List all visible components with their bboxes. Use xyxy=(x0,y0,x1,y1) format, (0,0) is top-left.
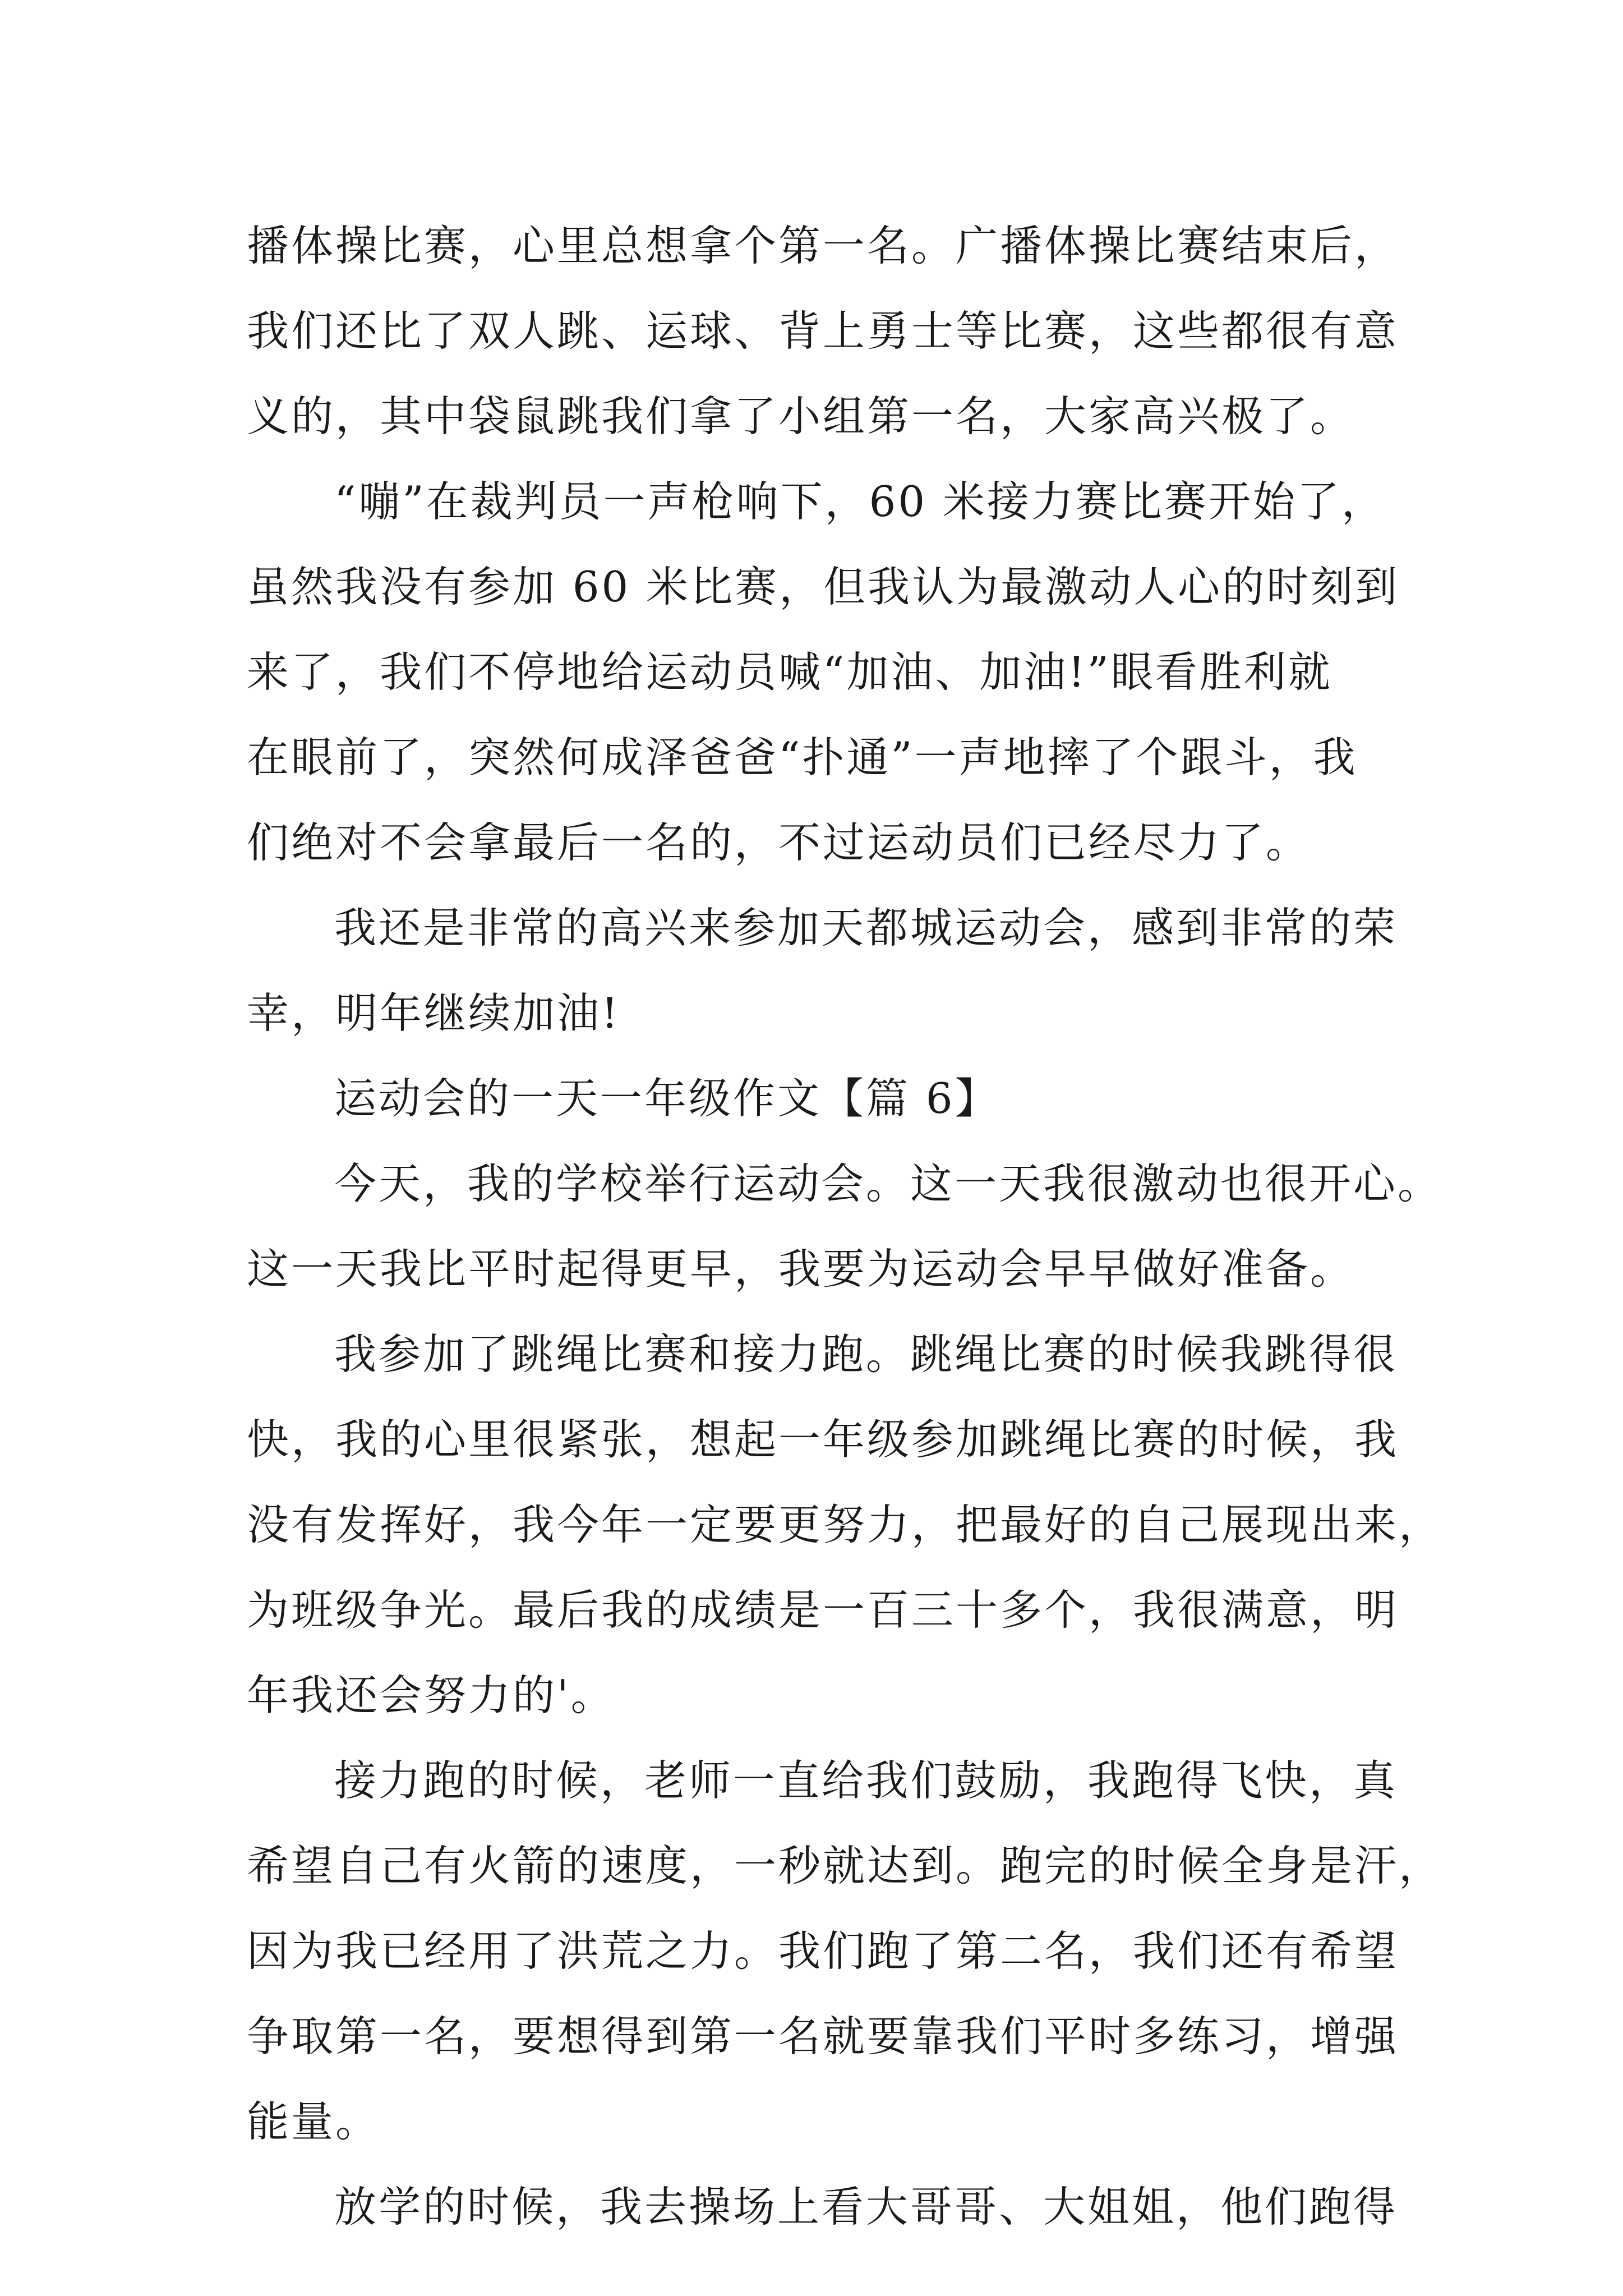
text-line: 因为我已经用了洪荒之力。我们跑了第二名，我们还有希望 xyxy=(247,1926,1399,1976)
text-line: 能量。 xyxy=(247,2097,380,2146)
essay-body xyxy=(247,203,1444,2249)
text-line: “嘣”在裁判员一声枪响下，60 米接力赛比赛开始了， xyxy=(334,477,1386,526)
text-line: 我参加了跳绳比赛和接力跑。跳绳比赛的时候我跳得很 xyxy=(334,1329,1398,1379)
text-line: 为班级争光。最后我的成绩是一百三十多个，我很满意，明 xyxy=(247,1585,1399,1635)
text-line: 我还是非常的高兴来参加天都城运动会，感到非常的荣 xyxy=(334,903,1398,953)
text-line: 幸，明年继续加油! xyxy=(247,988,621,1038)
text-line: 快，我的心里很紧张，想起一年级参加跳绳比赛的时候，我 xyxy=(247,1415,1399,1464)
text-line: 播体操比赛，心里总想拿个第一名。广播体操比赛结束后， xyxy=(247,221,1399,270)
text-line: 希望自己有火箭的速度，一秒就达到。跑完的时候全身是汗， xyxy=(247,1841,1444,1890)
text-line: 年我还会努力的'。 xyxy=(247,1671,615,1720)
text-line: 在眼前了，突然何成泽爸爸“扑通”一声地摔了个跟斗，我 xyxy=(247,733,1358,782)
text-line: 我们还比了双人跳、运球、背上勇士等比赛，这些都很有意 xyxy=(247,306,1399,356)
text-line: 虽然我没有参加 60 米比赛，但我认为最激动人心的时刻到 xyxy=(247,562,1400,611)
text-line: 义的，其中袋鼠跳我们拿了小组第一名，大家高兴极了。 xyxy=(247,392,1355,441)
text-line: 接力跑的时候，老师一直给我们鼓励，我跑得飞快，真 xyxy=(334,1756,1398,1805)
text-line: 来了，我们不停地给运动员喊“加油、加油!”眼看胜利就 xyxy=(247,647,1332,697)
text-line: 这一天我比平时起得更早，我要为运动会早早做好准备。 xyxy=(247,1244,1355,1294)
text-line: 争取第一名，要想得到第一名就要靠我们平时多练习，增强 xyxy=(247,2012,1399,2061)
section-heading: 运动会的一天一年级作文【篇 6】 xyxy=(334,1074,999,1123)
text-line: 没有发挥好，我今年一定要更努力，把最好的自己展现出来， xyxy=(247,1500,1444,1549)
text-line: 们绝对不会拿最后一名的，不过运动员们已经尽力了。 xyxy=(247,818,1311,867)
text-line: 今天，我的学校举行运动会。这一天我很激动也很开心。 xyxy=(334,1159,1442,1208)
text-line: 放学的时候，我去操场上看大哥哥、大姐姐，他们跑得 xyxy=(334,2182,1398,2231)
